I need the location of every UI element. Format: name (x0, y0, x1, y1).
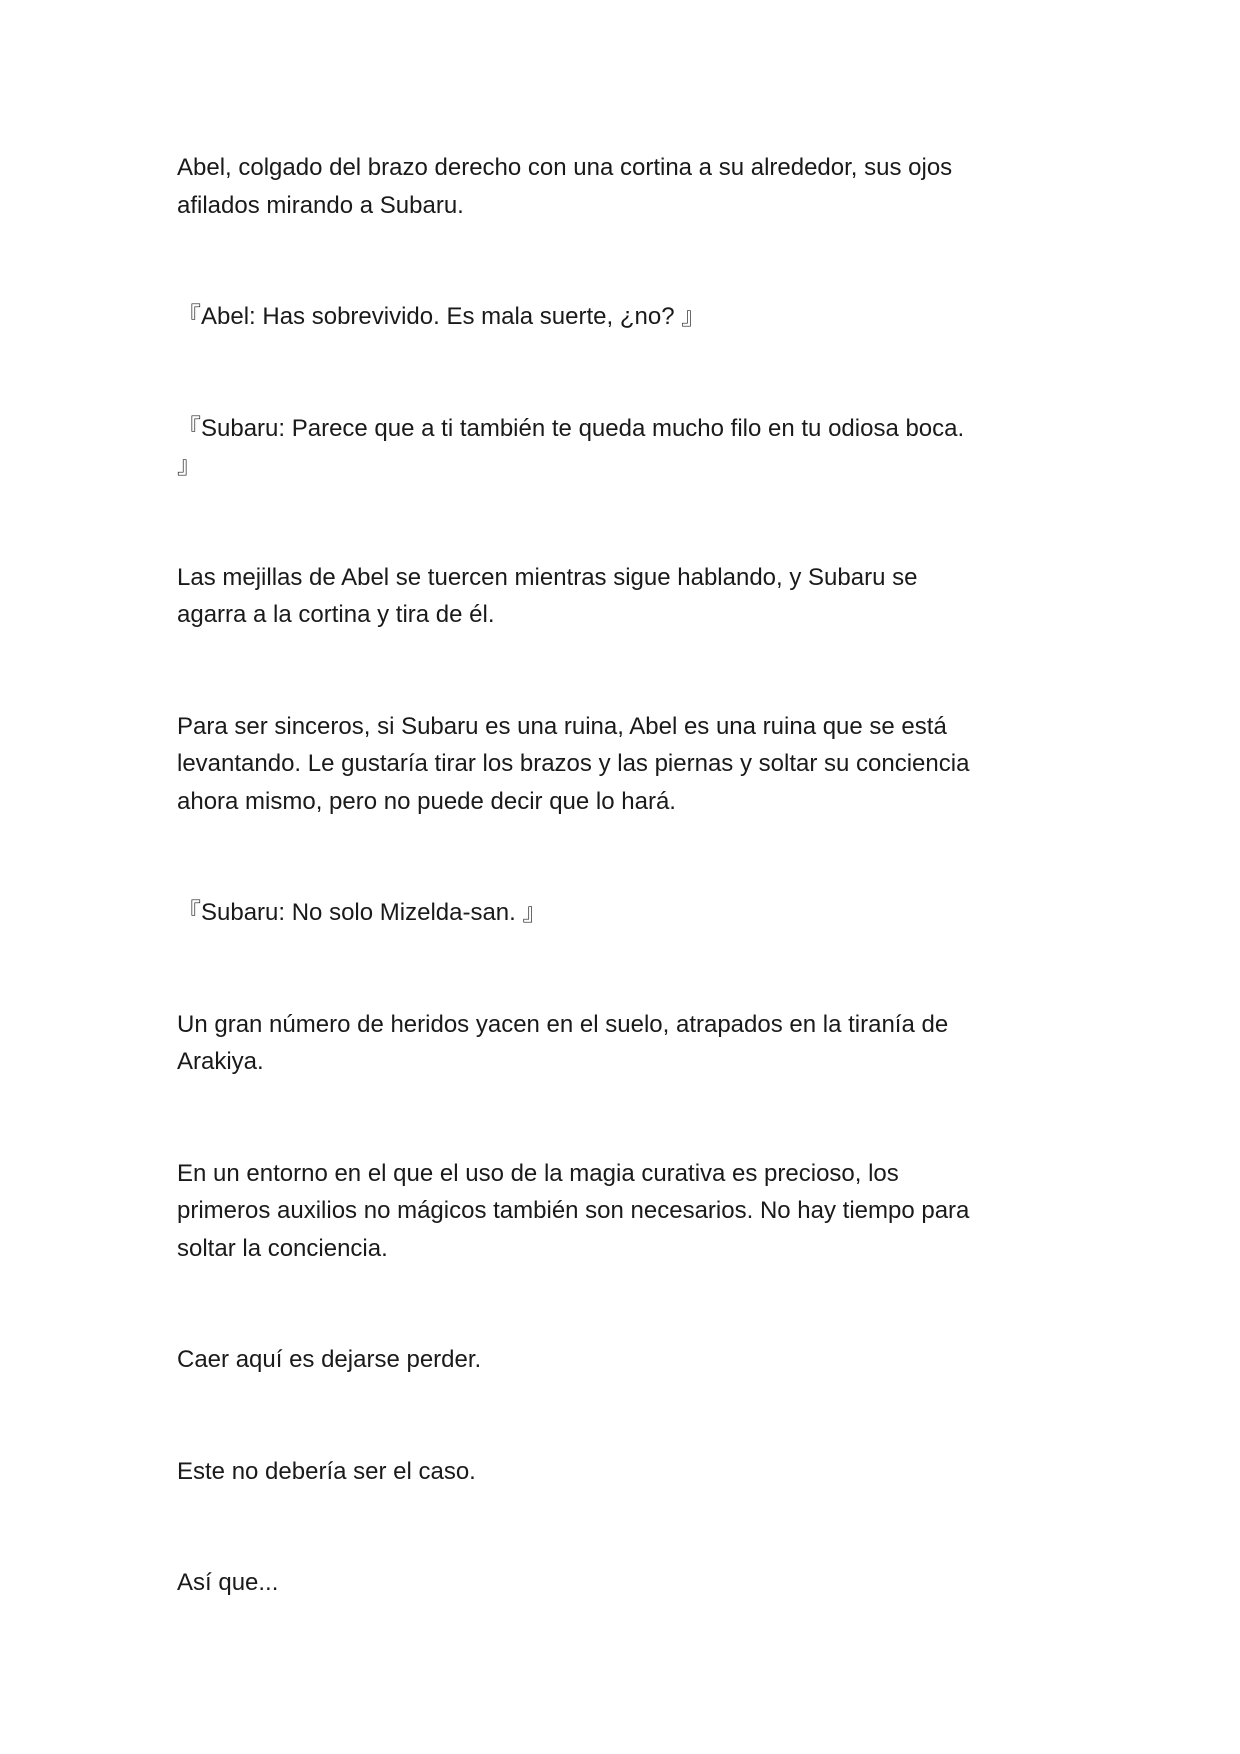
narration-paragraph (177, 1564, 1177, 1602)
narration-paragraph (177, 1341, 1177, 1379)
text-line: Un gran número de heridos yacen en el suelo, atrapados en la tiranía de (177, 1010, 949, 1038)
narration-paragraph (177, 1155, 1177, 1268)
dialogue-subaru (177, 410, 1177, 485)
narration-paragraph (177, 1453, 1177, 1491)
text-line: Así que... (177, 1569, 279, 1596)
text-line: En un entorno en el que el uso de la magia curativa es precioso, los (177, 1159, 899, 1187)
dialogue-abel (177, 298, 1177, 336)
text-line: Arakiya. (177, 1048, 264, 1075)
text-line: 『Abel: Has sobrevivido. Es mala suerte, ¿no? 』 (177, 303, 706, 330)
dialogue-subaru (177, 894, 1177, 932)
text-line: Abel, colgado del brazo derecho con una cortina a su alrededor, sus ojos (177, 154, 953, 181)
text-line: 『Subaru: No solo Mizelda-san. 』 (177, 899, 547, 926)
narration-paragraph (177, 559, 1177, 634)
text-line: levantando. Le gustaría tirar los brazos y las piernas y soltar su conciencia (177, 750, 970, 777)
narration-paragraph (177, 708, 1177, 821)
text-line: Para ser sinceros, si Subaru es una ruina, Abel es una ruina que se está (177, 712, 947, 740)
text-line: ahora mismo, pero no puede decir que lo hará. (177, 787, 676, 815)
text-line: Caer aquí es dejarse perder. (177, 1346, 482, 1373)
narration-paragraph (177, 149, 1177, 224)
text-line: agarra a la cortina y tira de él. (177, 601, 495, 628)
text-line: 』 (177, 452, 201, 479)
document-body (177, 149, 1177, 1602)
text-line: 『Subaru: Parece que a ti también te queda mucho filo en tu odiosa boca. (177, 414, 965, 442)
text-line: afilados mirando a Subaru. (177, 191, 464, 219)
text-line: Este no debería ser el caso. (177, 1457, 476, 1485)
text-line: Las mejillas de Abel se tuercen mientras sigue hablando, y Subaru se (177, 563, 918, 591)
text-line: soltar la conciencia. (177, 1234, 388, 1262)
text-line: primeros auxilios no mágicos también son necesarios. No hay tiempo para (177, 1197, 970, 1224)
narration-paragraph (177, 1006, 1177, 1081)
